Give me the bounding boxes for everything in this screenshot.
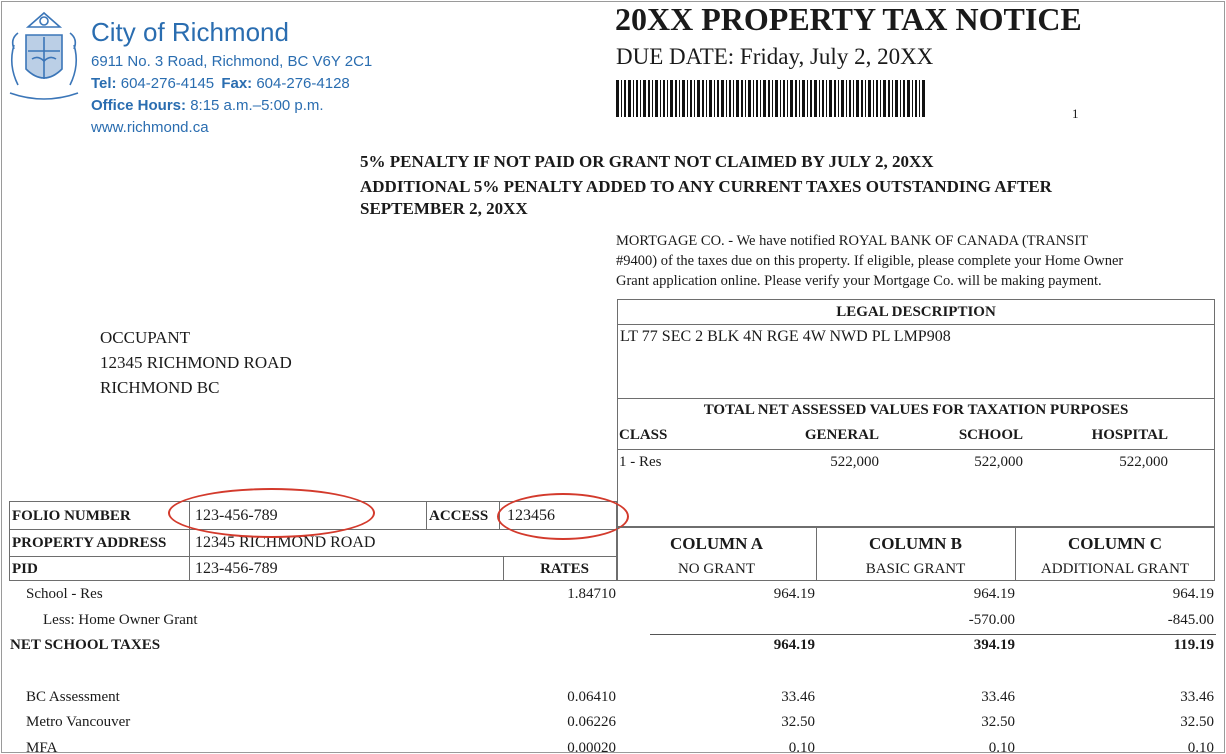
penalty-line-1: 5% PENALTY IF NOT PAID OR GRANT NOT CLAIMED BY JULY 2, 20XX — [360, 152, 934, 171]
column-c-title: COLUMN C — [1068, 534, 1162, 553]
row-col-b: -570.00 — [968, 612, 1015, 628]
hours-value: 8:15 a.m.–5:00 p.m. — [190, 97, 324, 114]
property-address-label: PROPERTY ADDRESS — [12, 535, 167, 551]
mortgage-line-1: MORTGAGE CO. - We have notified ROYAL BANK OF CANADA (TRANSIT — [616, 233, 1089, 249]
access-label: ACCESS — [429, 508, 489, 524]
barcode — [616, 80, 926, 117]
assessed-class-value: 1 - Res — [619, 454, 662, 470]
column-b-title: COLUMN B — [868, 534, 963, 553]
hours-label: Office Hours: — [91, 97, 187, 114]
tel-value: 604-276-4145 — [120, 75, 215, 92]
mortgage-line-3: Grant application online. Please verify your Mortgage Co. will be making payment. — [616, 273, 1102, 289]
pid-value: 123-456-789 — [195, 560, 278, 577]
folio-label: FOLIO NUMBER — [12, 508, 131, 524]
pid-label: PID — [12, 561, 38, 577]
notice-title: 20XX PROPERTY TAX NOTICE — [615, 1, 1082, 37]
owner-name: OCCUPANT — [100, 328, 191, 347]
row-col-b: 394.19 — [973, 637, 1015, 653]
city-address: 6911 No. 3 Road, Richmond, BC V6Y 2C1 — [91, 53, 373, 70]
office-hours — [91, 97, 324, 114]
row-label: Metro Vancouver — [26, 714, 131, 730]
row-rate: 1.84710 — [567, 586, 616, 602]
row-col-c: 0.10 — [1187, 740, 1214, 753]
fax-value: 604-276-4128 — [256, 75, 350, 92]
row-col-b: 0.10 — [988, 740, 1015, 753]
website-link[interactable]: www.richmond.ca — [91, 119, 209, 136]
phone-line — [91, 75, 350, 92]
row-col-a: 32.50 — [781, 714, 815, 730]
row-rate: 0.06226 — [567, 714, 616, 730]
assessed-class-header: CLASS — [619, 427, 668, 443]
assessed-school-value: 522,000 — [974, 454, 1023, 470]
legal-description-text: LT 77 SEC 2 BLK 4N RGE 4W NWD PL LMP908 — [620, 328, 951, 345]
row-label: MFA — [26, 740, 58, 753]
column-b-subtitle: BASIC GRANT — [865, 561, 966, 577]
row-col-b: 33.46 — [981, 689, 1015, 705]
row-col-c: 32.50 — [1180, 714, 1214, 730]
row-col-a: 964.19 — [773, 586, 815, 602]
assessed-general-value: 522,000 — [830, 454, 879, 470]
row-rate: 0.00020 — [567, 740, 616, 753]
column-a-subtitle: NO GRANT — [677, 561, 756, 577]
folio-highlight — [168, 488, 375, 538]
row-col-b: 32.50 — [981, 714, 1015, 730]
property-address-value: 12345 RICHMOND ROAD — [195, 534, 376, 551]
row-col-c: 964.19 — [1172, 586, 1214, 602]
folio-number: 123-456-789 — [195, 507, 278, 524]
row-label: NET SCHOOL TAXES — [10, 637, 161, 653]
column-a-title: COLUMN A — [669, 534, 764, 553]
city-crest-icon — [4, 5, 84, 105]
assessed-hospital-value: 522,000 — [1119, 454, 1168, 470]
assessed-values-heading: TOTAL NET ASSESSED VALUES FOR TAXATION PURPOSES — [703, 402, 1129, 418]
row-col-a: 33.46 — [781, 689, 815, 705]
assessed-general-header: GENERAL — [804, 427, 879, 443]
row-col-c: 119.19 — [1173, 637, 1214, 653]
row-label: School - Res — [26, 586, 103, 602]
tel-label: Tel: — [91, 75, 117, 92]
due-date: DUE DATE: Friday, July 2, 20XX — [616, 44, 934, 69]
rates-header: RATES — [540, 561, 589, 577]
city-name: City of Richmond — [91, 17, 289, 47]
row-label: Less: Home Owner Grant — [43, 612, 198, 628]
penalty-line-3: SEPTEMBER 2, 20XX — [360, 199, 528, 218]
penalty-line-2: ADDITIONAL 5% PENALTY ADDED TO ANY CURRENT TAXES OUTSTANDING AFTER — [360, 177, 1052, 196]
fax-label: Fax: — [221, 75, 253, 92]
owner-street: 12345 RICHMOND ROAD — [100, 353, 292, 372]
legal-description-heading: LEGAL DESCRIPTION — [836, 304, 996, 320]
row-col-c: -845.00 — [1167, 612, 1214, 628]
row-col-a: 964.19 — [773, 637, 815, 653]
owner-city: RICHMOND BC — [100, 378, 220, 397]
row-rate: 0.06410 — [567, 689, 616, 705]
row-col-a: 0.10 — [788, 740, 815, 753]
row-col-c: 33.46 — [1180, 689, 1214, 705]
assessed-hospital-header: HOSPITAL — [1091, 427, 1168, 443]
mortgage-line-2: #9400) of the taxes due on this property. If eligible, please complete your Home Owner — [616, 253, 1124, 269]
tax-notice-page — [1, 1, 1225, 753]
column-c-subtitle: ADDITIONAL GRANT — [1040, 561, 1190, 577]
access-code: 123456 — [507, 507, 555, 524]
row-label: BC Assessment — [26, 689, 120, 705]
row-col-b: 964.19 — [973, 586, 1015, 602]
page-number: 1 — [1072, 106, 1079, 121]
assessed-school-header: SCHOOL — [958, 427, 1023, 443]
access-highlight — [497, 493, 629, 540]
